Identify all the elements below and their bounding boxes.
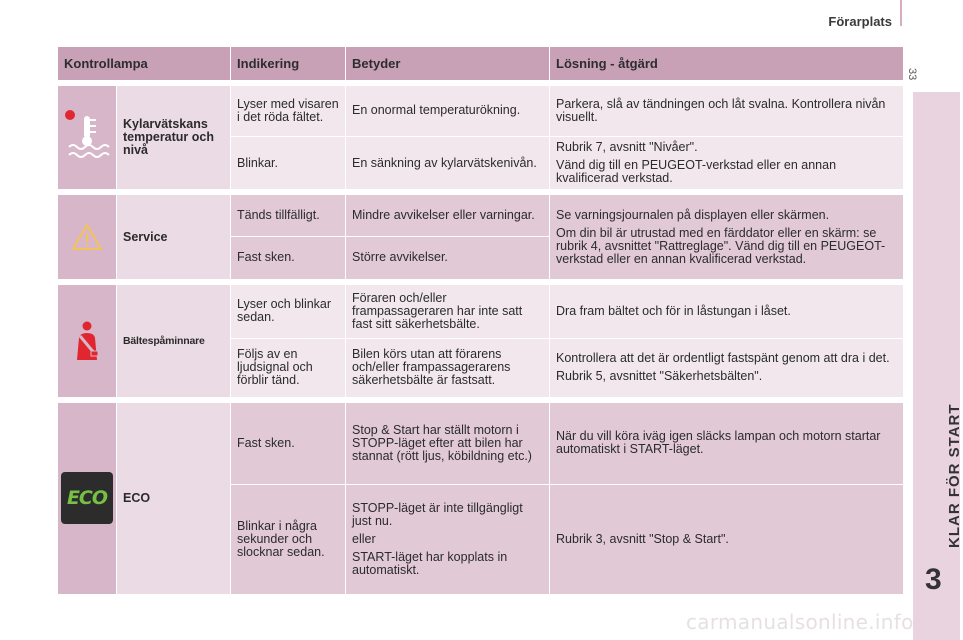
seatbelt-losning-2 [550,338,904,400]
eco-betyder-2-line-1: STOPP-läget är inte tillgängligt just nu. [352,500,523,528]
warning-triangle-icon [70,222,104,252]
watermark: carmanualsonline.info [686,610,914,634]
chapter-number: 3 [925,563,942,596]
coolant-indikering-2: Blinkar. [231,137,346,193]
seatbelt-indikering-1: Lyser och blinkar sedan. [231,282,346,338]
eco-betyder-2-line-3: START-läget har kopplats in automatiskt. [352,549,508,577]
coolant-losning-2-line-1: Rubrik 7, avsnitt "Nivåer". [556,140,698,154]
table-row [58,282,904,338]
table-row [58,400,904,484]
seatbelt-losning-1: Dra fram bältet och för in låstungan i låset. [550,282,904,338]
table-row [58,192,904,236]
chapter-side-panel [913,92,960,640]
eco-betyder-2-line-2: eller [352,531,376,546]
seatbelt-icon-cell [58,282,117,400]
header-indikering: Indikering [231,47,346,83]
service-losning-line-1: Se varningsjournalen på displayen eller skärmen. [556,207,830,222]
service-indikering-1: Tänds tillfälligt. [231,192,346,236]
seatbelt-betyder-2: Bilen körs utan att förarens och/eller frampassagerarens säkerhetsbälte är fastsatt. [346,338,550,400]
service-indikering-2: Fast sken. [231,236,346,282]
coolant-betyder-1: En onormal temperaturökning. [346,83,550,137]
coolant-losning-2 [550,137,904,193]
coolant-name: Kylarvätskans temperatur och nivå [117,83,231,193]
warning-lights-table [57,46,904,595]
header-divider [900,0,902,26]
eco-betyder-2 [346,484,550,594]
eco-indikering-2: Blinkar i några sekunder och slocknar sedan. [231,484,346,594]
header-kontrollampa: Kontrollampa [58,47,231,83]
service-betyder-1: Mindre avvikelser eller varningar. [346,192,550,236]
seatbelt-indikering-2: Följs av en ljudsignal och förblir tänd. [231,338,346,400]
coolant-losning-2-line-2: Vänd dig till en PEUGEOT-verkstad eller en annan kvalificerad verkstad. [556,158,837,185]
service-losning-line-2: Om din bil är utrustad med en färddator eller en skärm: se rubrik 4, avsnittet "Rattreglage". Vänd dig till en PEUGEOT-verkstad eller en annan kvalificerad verkstad. [556,225,886,266]
eco-icon-cell [58,400,117,594]
service-icon-cell [58,192,117,282]
coolant-losning-1: Parkera, slå av tändningen och låt svalna. Kontrollera nivån visuellt. [550,83,904,137]
seatbelt-betyder-1: Föraren och/eller frampassageraren har inte satt fast sitt säkerhetsbälte. [346,282,550,338]
service-name: Service [117,192,231,282]
coolant-temperature-icon [61,107,113,167]
chapter-label: KLAR FÖR START [946,403,963,548]
coolant-betyder-2: En sänkning av kylarvätskenivån. [346,137,550,193]
page-header-title: Förarplats [828,14,892,29]
header-losning: Lösning - åtgärd [550,47,904,83]
eco-losning-1: När du vill köra iväg igen släcks lampan och motorn startar automatiskt i START-läget. [550,400,904,484]
service-betyder-2: Större avvikelser. [346,236,550,282]
eco-icon [61,472,113,524]
seatbelt-losning-2-line-2: Rubrik 5, avsnittet "Säkerhetsbälten". [556,369,763,384]
eco-betyder-1: Stop & Start har ställt motorn i STOPP-läget efter att bilen har stannat (rött ljus, köbildning etc.) [346,400,550,484]
seatbelt-losning-2-line-1: Kontrollera att det är ordentligt fastspänt genom att dra i det. [556,351,890,366]
table-header-row [58,47,904,83]
seatbelt-icon [70,320,104,362]
service-losning [550,192,904,282]
eco-icon-text: ECO [66,487,108,510]
eco-indikering-1: Fast sken. [231,400,346,484]
page-number: 33 [906,68,918,81]
coolant-indikering-1: Lyser med visaren i det röda fältet. [231,83,346,137]
eco-name: ECO [117,400,231,594]
header-betyder: Betyder [346,47,550,83]
coolant-icon-cell [58,83,117,193]
seatbelt-name: Bältespåminnare [117,282,231,400]
eco-losning-2: Rubrik 3, avsnitt "Stop & Start". [550,484,904,594]
table-row [58,83,904,137]
